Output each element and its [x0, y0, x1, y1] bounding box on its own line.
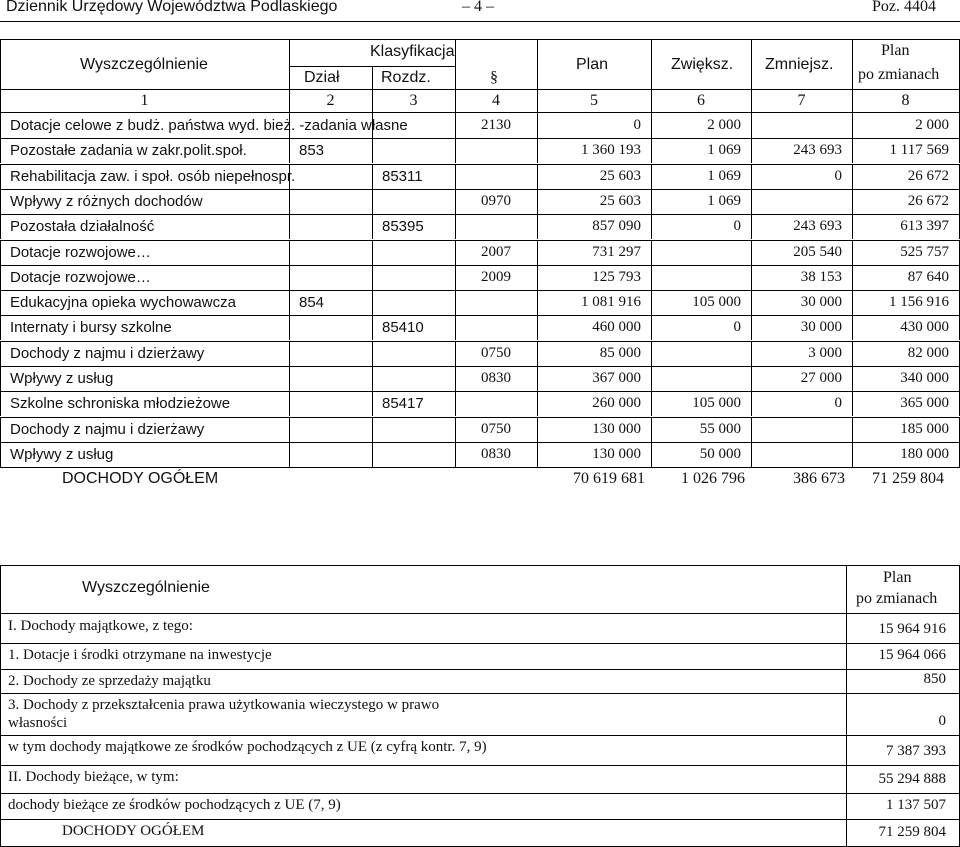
- cell-plan: 731 297: [592, 244, 641, 260]
- col-header-plan-after-sub: po zmianach: [858, 66, 940, 83]
- table1-cell-border: [751, 113, 752, 138]
- table1-cell-border: [751, 189, 752, 214]
- total-label: DOCHODY OGÓŁEM: [62, 470, 219, 487]
- table1-cell-border: [289, 240, 290, 265]
- summary-value: 55 294 888: [878, 771, 946, 787]
- table1-cell-border: [372, 391, 373, 416]
- cell-plan: 260 000: [592, 395, 641, 411]
- summary-value: 15 964 066: [878, 647, 946, 663]
- cell-rozdzial: 85410: [382, 319, 424, 336]
- cell-paragraph: 0750: [481, 421, 511, 437]
- cell-paragraph: 0830: [481, 446, 511, 462]
- col-header-rozdzial: Rozdz.: [381, 69, 431, 86]
- cell-plan-after: 87 640: [907, 269, 949, 285]
- table2-top-border: [0, 565, 960, 566]
- table1-row-border: [0, 442, 960, 443]
- table1-cell-border: [0, 138, 1, 163]
- cell-decrease: 30 000: [800, 319, 842, 335]
- cell-plan: 125 793: [592, 269, 641, 285]
- table1-row-border: [0, 214, 960, 215]
- cell-description: Szkolne schroniska młodzieżowe: [10, 395, 231, 412]
- table1-header-border: [0, 89, 960, 90]
- cell-increase: 105 000: [692, 294, 741, 310]
- cell-decrease: 27 000: [800, 370, 842, 386]
- cell-plan-after: 26 672: [907, 193, 949, 209]
- table1-cell-border: [0, 417, 1, 442]
- table1-cell-border: [372, 164, 373, 189]
- page-number: – 4 –: [462, 0, 494, 15]
- cell-plan-after: 340 000: [900, 370, 949, 386]
- summary-col-header-description: Wyszczególnienie: [82, 579, 210, 596]
- cell-plan: 25 603: [599, 168, 641, 184]
- table1-row-border: [0, 341, 960, 342]
- cell-description: Dochody z najmu i dzierżawy: [10, 345, 205, 362]
- table1-cell-border: [372, 189, 373, 214]
- table1-cell-border: [289, 341, 290, 366]
- cell-plan: 130 000: [592, 421, 641, 437]
- table2-row-border: [0, 819, 960, 820]
- table1-cell-border: [0, 391, 1, 416]
- summary-value: 15 964 916: [878, 621, 946, 637]
- summary-value: 71 259 804: [878, 824, 946, 840]
- table1-cell-border: [651, 240, 652, 265]
- table2-left-border: [0, 565, 1, 847]
- cell-plan: 130 000: [592, 446, 641, 462]
- cell-increase: 50 000: [699, 446, 741, 462]
- table1-row-border: [0, 189, 960, 190]
- table1-cell-border: [372, 290, 373, 315]
- table1-cell-border: [372, 315, 373, 340]
- table1-row-border: [0, 265, 960, 266]
- cell-plan-after: 430 000: [900, 319, 949, 335]
- cell-decrease: 30 000: [800, 294, 842, 310]
- cell-plan-after: 1 156 916: [889, 294, 949, 310]
- total-decrease: 386 673: [793, 470, 845, 487]
- cell-plan: 460 000: [592, 319, 641, 335]
- summary-description: 3. Dochody z przekształcenia prawa użytkowania wieczystego w prawo: [8, 697, 440, 713]
- col-header-classification: Klasyfikacja: [370, 43, 455, 60]
- table1-cell-border: [289, 138, 290, 163]
- table1-cell-border: [455, 214, 456, 239]
- cell-description: Pozostała działalność: [10, 218, 155, 235]
- table1-cell-border: [651, 341, 652, 366]
- summary-description: dochody bieżące ze środków pochodzących z UE (7, 9): [8, 797, 341, 813]
- col-number: 1: [140, 92, 149, 109]
- cell-description: Wpływy z różnych dochodów: [10, 193, 203, 210]
- table1-row-border: [0, 417, 960, 418]
- table1-cell-border: [751, 417, 752, 442]
- table1-cell-border: [0, 341, 1, 366]
- cell-plan-after: 613 397: [900, 218, 949, 234]
- col-number: 7: [797, 92, 806, 109]
- table1-numbers-border: [0, 112, 960, 113]
- table1-cell-border: [289, 391, 290, 416]
- table1-cell-border: [372, 138, 373, 163]
- col-header-plan: Plan: [576, 56, 609, 73]
- position-number: Poz. 4404: [872, 0, 936, 15]
- summary-col-header-plan: Plan: [883, 569, 912, 586]
- cell-plan-after: 82 000: [907, 345, 949, 361]
- table1-top-border: [0, 39, 960, 40]
- cell-plan-after: 525 757: [900, 244, 949, 260]
- table1-cell-border: [0, 290, 1, 315]
- cell-decrease: 3 000: [808, 345, 842, 361]
- summary-description: 2. Dochody ze sprzedaży majątku: [8, 673, 211, 689]
- table1-row-border: [0, 138, 960, 139]
- cell-plan: 0: [633, 117, 641, 133]
- cell-plan: 367 000: [592, 370, 641, 386]
- table1-cell-border: [372, 240, 373, 265]
- summary-description: I. Dochody majątkowe, z tego:: [8, 618, 193, 634]
- cell-description: Edukacyjna opieka wychowawcza: [10, 294, 236, 311]
- table1-cell-border: [0, 113, 1, 138]
- table1-cell-border: [751, 442, 752, 467]
- cell-plan-after: 26 672: [907, 168, 949, 184]
- cell-plan: 1 360 193: [581, 142, 641, 158]
- summary-col-header-plan-sub: po zmianach: [856, 590, 938, 607]
- table1-cell-border: [372, 214, 373, 239]
- table1-cell-border: [0, 265, 1, 290]
- table1-row-border: [0, 467, 960, 468]
- col-number: 8: [901, 92, 910, 109]
- table1-cell-border: [289, 189, 290, 214]
- cell-paragraph: 0750: [481, 345, 511, 361]
- summary-description: DOCHODY OGÓŁEM: [62, 823, 205, 839]
- cell-plan-after: 365 000: [900, 395, 949, 411]
- summary-value: 7 387 393: [886, 743, 946, 759]
- cell-plan: 85 000: [599, 345, 641, 361]
- cell-paragraph: 2009: [481, 269, 511, 285]
- summary-description-continued: własności: [8, 715, 68, 731]
- cell-paragraph: 2130: [481, 117, 511, 133]
- table1-cell-border: [455, 290, 456, 315]
- cell-decrease: 38 153: [800, 269, 842, 285]
- cell-dzial: 854: [299, 294, 325, 311]
- cell-plan-after: 1 117 569: [889, 142, 949, 158]
- table2-header-border: [0, 613, 960, 614]
- cell-increase: 105 000: [692, 395, 741, 411]
- table1-cell-border: [651, 366, 652, 391]
- summary-value: 850: [923, 671, 946, 687]
- col-number: 2: [326, 92, 335, 109]
- table1-cell-border: [0, 442, 1, 467]
- cell-description: Wpływy z usług: [10, 370, 114, 387]
- cell-decrease: 243 693: [793, 142, 842, 158]
- cell-decrease: 0: [834, 395, 842, 411]
- page-header-title: Dziennik Urzędowy Województwa Podlaskiego: [6, 0, 338, 15]
- cell-paragraph: 0970: [481, 193, 511, 209]
- table1-cell-border: [372, 341, 373, 366]
- table1-cell-border: [289, 366, 290, 391]
- table1-row-border: [0, 290, 960, 291]
- cell-description: Internaty i bursy szkolne: [10, 319, 172, 336]
- summary-value: 0: [938, 713, 946, 729]
- table1-cell-border: [289, 290, 290, 315]
- cell-increase: 1 069: [707, 168, 741, 184]
- cell-increase: 55 000: [699, 421, 741, 437]
- table1-cell-border: [372, 265, 373, 290]
- col-header-description: Wyszczególnienie: [80, 56, 208, 73]
- table1-row-border: [0, 315, 960, 316]
- table1-cell-border: [289, 315, 290, 340]
- table1-cell-border: [372, 417, 373, 442]
- cell-decrease: 205 540: [793, 244, 842, 260]
- table1-cell-border: [289, 214, 290, 239]
- table1-cell-border: [372, 442, 373, 467]
- table1-cell-border: [0, 240, 1, 265]
- col-header-dzial: Dział: [304, 69, 340, 86]
- col-number: 4: [492, 92, 500, 109]
- table1-cell-border: [0, 189, 1, 214]
- header-rule: [0, 21, 960, 22]
- table2-row-border: [0, 643, 960, 644]
- cell-decrease: 243 693: [793, 218, 842, 234]
- cell-description: Dochody z najmu i dzierżawy: [10, 421, 205, 438]
- table1-cell-border: [289, 417, 290, 442]
- table2-row-border: [0, 693, 960, 694]
- table2-row-border: [0, 669, 960, 670]
- cell-paragraph: 2007: [481, 244, 511, 260]
- col-number: 3: [409, 92, 418, 109]
- table1-cell-border: [0, 315, 1, 340]
- table1-cell-border: [372, 366, 373, 391]
- col-number: 6: [697, 92, 705, 109]
- cell-rozdzial: 85311: [382, 168, 423, 185]
- cell-plan-after: 180 000: [900, 446, 949, 462]
- total-increase: 1 026 796: [681, 470, 745, 487]
- cell-plan: 25 603: [599, 193, 641, 209]
- table2-row-border: [0, 735, 960, 736]
- col-header-increase: Zwiększ.: [671, 56, 734, 73]
- cell-plan: 857 090: [592, 218, 641, 234]
- cell-plan-after: 185 000: [900, 421, 949, 437]
- cell-increase: 0: [733, 218, 741, 234]
- total-plan-after: 71 259 804: [872, 470, 944, 487]
- cell-description: Dotacje rozwojowe…: [10, 244, 151, 261]
- table1-row-border: [0, 366, 960, 367]
- summary-description: w tym dochody majątkowe ze środków pochodzących z UE (z cyfrą kontr. 7, 9): [8, 739, 487, 755]
- cell-description: Dotacje rozwojowe…: [10, 269, 151, 286]
- col-number: 5: [590, 92, 598, 109]
- cell-plan-after: 2 000: [915, 117, 949, 133]
- cell-increase: 1 069: [707, 193, 741, 209]
- table1-row-border: [0, 164, 960, 165]
- table1-cell-border: [289, 265, 290, 290]
- col-header-decrease: Zmniejsz.: [765, 56, 834, 73]
- table2-row-border: [0, 793, 960, 794]
- table1-row-border: [0, 240, 960, 241]
- cell-decrease: 0: [834, 168, 842, 184]
- cell-paragraph: 0830: [481, 370, 511, 386]
- table1-cell-border: [455, 138, 456, 163]
- col-header-plan-after-label: Plan: [881, 42, 910, 59]
- col-header-paragraph: §: [490, 69, 498, 86]
- cell-increase: 0: [733, 319, 741, 335]
- cell-plan: 1 081 916: [581, 294, 641, 310]
- summary-value: 1 137 507: [886, 797, 946, 813]
- table2-row-border: [0, 765, 960, 766]
- cell-increase: 2 000: [707, 117, 741, 133]
- table1-cell-border: [0, 164, 1, 189]
- summary-description: II. Dochody bieżące, w tym:: [8, 769, 179, 785]
- table1-cell-border: [289, 442, 290, 467]
- cell-description: Pozostałe zadania w zakr.polit.społ.: [10, 142, 247, 159]
- cell-dzial: 853: [299, 142, 325, 159]
- table1-cell-border: [455, 391, 456, 416]
- cell-description: Rehabilitacja zaw. i społ. osób niepełnospr.: [10, 168, 296, 185]
- total-plan: 70 619 681: [573, 470, 645, 487]
- table1-cell-border: [0, 214, 1, 239]
- table1-row-border: [0, 391, 960, 392]
- cell-description: Dotacje celowe z budż. państwa wyd. bież. -zadania własne: [10, 117, 408, 134]
- table1-cell-border: [0, 366, 1, 391]
- cell-rozdzial: 85395: [382, 218, 424, 235]
- table1-cell-border: [651, 265, 652, 290]
- table1-cell-border: [455, 315, 456, 340]
- cell-rozdzial: 85417: [382, 395, 424, 412]
- table1-cell-border: [455, 164, 456, 189]
- summary-description: 1. Dotacje i środki otrzymane na inwestycje: [8, 647, 272, 663]
- cell-description: Wpływy z usług: [10, 446, 114, 463]
- cell-increase: 1 069: [707, 142, 741, 158]
